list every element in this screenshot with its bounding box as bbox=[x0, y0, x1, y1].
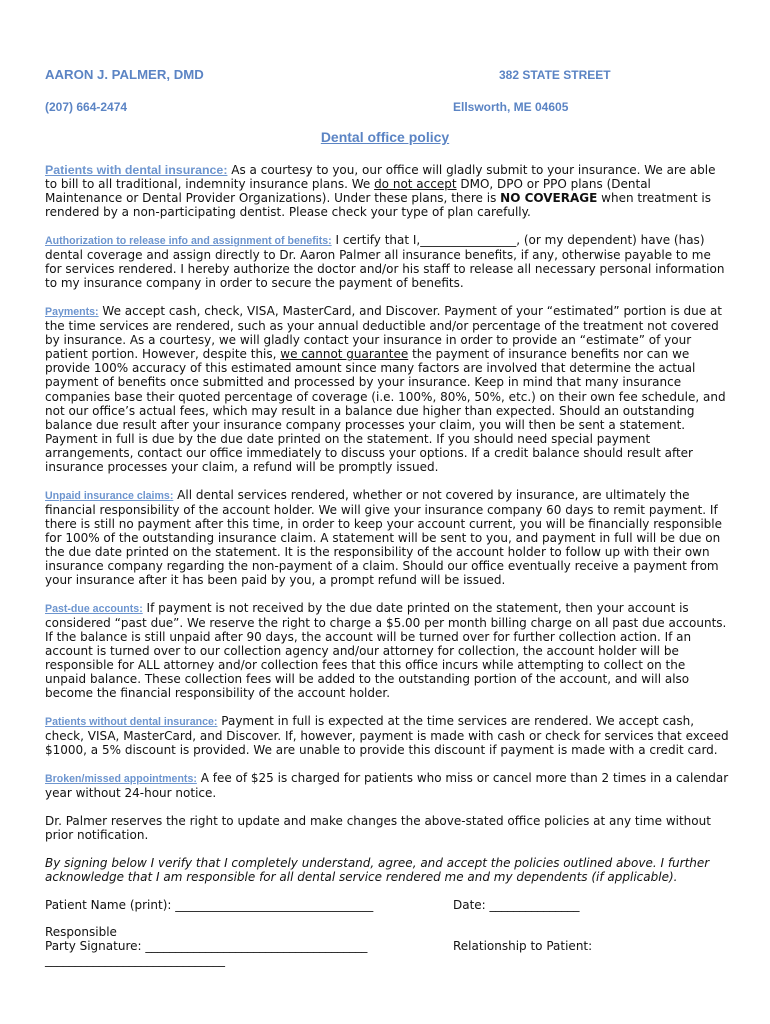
relationship-label: Relationship to Patient: bbox=[453, 938, 593, 953]
section-text: DMO, DPO or PPO plans (Dental Maintenance or Dental Provider Organizations). Under these plans, there is bbox=[45, 177, 651, 206]
section-text: All dental services rendered, whether or not covered by insurance, are ultimately the financial responsibility of the account holder. We will give your insurance company 60 days to remit payment. If there is still no payment after this time, in order to keep your account current, you will be financially responsible for 100% of the outstanding insurance claim. A statement will be sent to you, and payment in full will be due on the due date printed on the statement. It is the responsibility of the account holder to follow up with their own insurance company regarding the non-payment of a claim. Should our office eventually receive a payment from your insurance after it has been paid by you, a prompt refund will be issued. bbox=[45, 487, 722, 588]
section-heading: Patients with dental insurance: bbox=[45, 163, 228, 177]
section-text: As a courtesy to you, our office will gladly submit to your insurance. We are able to bill to all traditional, indemnity insurance plans. We bbox=[45, 163, 716, 192]
section-text-underlined: do not accept bbox=[374, 177, 457, 192]
section-past-due bbox=[45, 601, 729, 701]
party-signature-field[interactable]: Party Signature: _____________________________________ bbox=[45, 938, 368, 953]
section-text: A fee of $25 is charged for patients who miss or cancel more than 2 times in a calendar year without 24-hour notice. bbox=[45, 771, 729, 801]
section-text: I certify that I,________________, (or my dependent) have (has) dental coverage and assign directly to Dr. Aaron Palmer all insurance benefits, if any, otherwise payable to me for services rendered. I hereby authorize the doctor and/or his staff to release all necessary personal information to my insurance company in order to secure the payment of benefits. bbox=[45, 232, 725, 291]
section-text-bold: NO COVERAGE bbox=[500, 191, 598, 206]
section-text: the payment of insurance benefits nor can we provide 100% accuracy of this estimated amount since many factors are involved that determine the actual payment of benefits once submitted and processed by your insurance. Keep in mind that many insurance companies base their quoted percentage of coverage (i.e. 100%, 80%, 50%, etc.) on their own fee schedule, and not our office’s actual fees, which may result in a balance due higher than expected. Should an outstanding balance due result after your insurance company processes your claim, you will then be sent a statement. Payment in full is due by the due date printed on the statement. If you should need special payment arrangements, contact our office immediately to discuss your options. If a credit balance should result after insurance processes your claim, a refund will be promptly issued. bbox=[45, 347, 726, 474]
patient-name-row bbox=[45, 898, 729, 912]
doctor-name: AARON J. PALMER, DMD bbox=[45, 67, 204, 82]
section-broken-appointments bbox=[45, 771, 729, 800]
phone-number: (207) 664-2474 bbox=[45, 100, 128, 114]
section-heading: Patients without dental insurance: bbox=[45, 716, 218, 729]
document-title: Dental office policy bbox=[320, 129, 450, 145]
section-heading: Payments: bbox=[45, 305, 99, 318]
section-heading: Unpaid insurance claims: bbox=[45, 489, 174, 502]
patient-name-field[interactable]: Patient Name (print): _________________________________ bbox=[45, 897, 374, 912]
section-payments bbox=[45, 304, 729, 474]
section-heading: Broken/missed appointments: bbox=[45, 773, 197, 786]
section-heading: Past-due accounts: bbox=[45, 602, 143, 615]
section-text: when treatment is rendered by a non-participating dentist. Please check your type of plan carefully. bbox=[45, 191, 711, 220]
responsible-label: Responsible bbox=[45, 924, 117, 939]
section-insurance bbox=[45, 163, 729, 219]
policy-body bbox=[45, 163, 729, 967]
acknowledgement-text: By signing below I verify that I completely understand, agree, and accept the policies outlined above. I further acknowledge that I am responsible for all dental service rendered me and my dependents (if applicable). bbox=[45, 855, 710, 884]
section-text: We accept cash, check, VISA, MasterCard, and Discover. Payment of your “estimated” portion is due at the time services are rendered, such as your annual deductible and/or percentage of the treatment not covered by insurance. As a courtesy, we will gladly contact your insurance in order to provide an “estimate” of your patient portion. However, despite this, bbox=[45, 303, 723, 362]
city-state-zip: Ellsworth, ME 04605 bbox=[453, 100, 569, 114]
street-address: 382 STATE STREET bbox=[499, 68, 611, 82]
section-unpaid-claims bbox=[45, 488, 729, 588]
relationship-field[interactable]: ______________________________ bbox=[45, 953, 225, 968]
reserve-rights-text: Dr. Palmer reserves the right to update and make changes the above-stated office policies at any time without prior notification. bbox=[45, 813, 711, 842]
section-no-insurance bbox=[45, 714, 729, 757]
date-field[interactable]: Date: _______________ bbox=[453, 897, 580, 912]
section-authorization bbox=[45, 233, 729, 290]
section-heading: Authorization to release info and assignment of benefits: bbox=[45, 234, 332, 247]
section-text: If payment is not received by the due date printed on the statement, then your account is considered “past due”. We reserve the right to charge a $5.00 per month billing charge on all past due accounts. If the balance is still unpaid after 90 days, the account will be turned over for further collection action. If an account is turned over to our collection agency and/our attorney for collection, the account holder will be responsible for ALL attorney and/or collection fees that this office incurs while attempting to collect on the unpaid balance. These collection fees will be added to the outstanding portion of the account, and will also become the financial responsibility of the account holder. bbox=[45, 600, 727, 701]
section-text: Payment in full is expected at the time services are rendered. We accept cash, check, VISA, MasterCard, and Discover. If, however, payment is made with cash or check for services that exceed $1000, a 5% discount is provided. We are unable to provide this discount if payment is made with a credit card. bbox=[45, 714, 729, 758]
section-text-underlined: we cannot guarantee bbox=[280, 347, 409, 362]
party-signature-row bbox=[45, 939, 729, 953]
